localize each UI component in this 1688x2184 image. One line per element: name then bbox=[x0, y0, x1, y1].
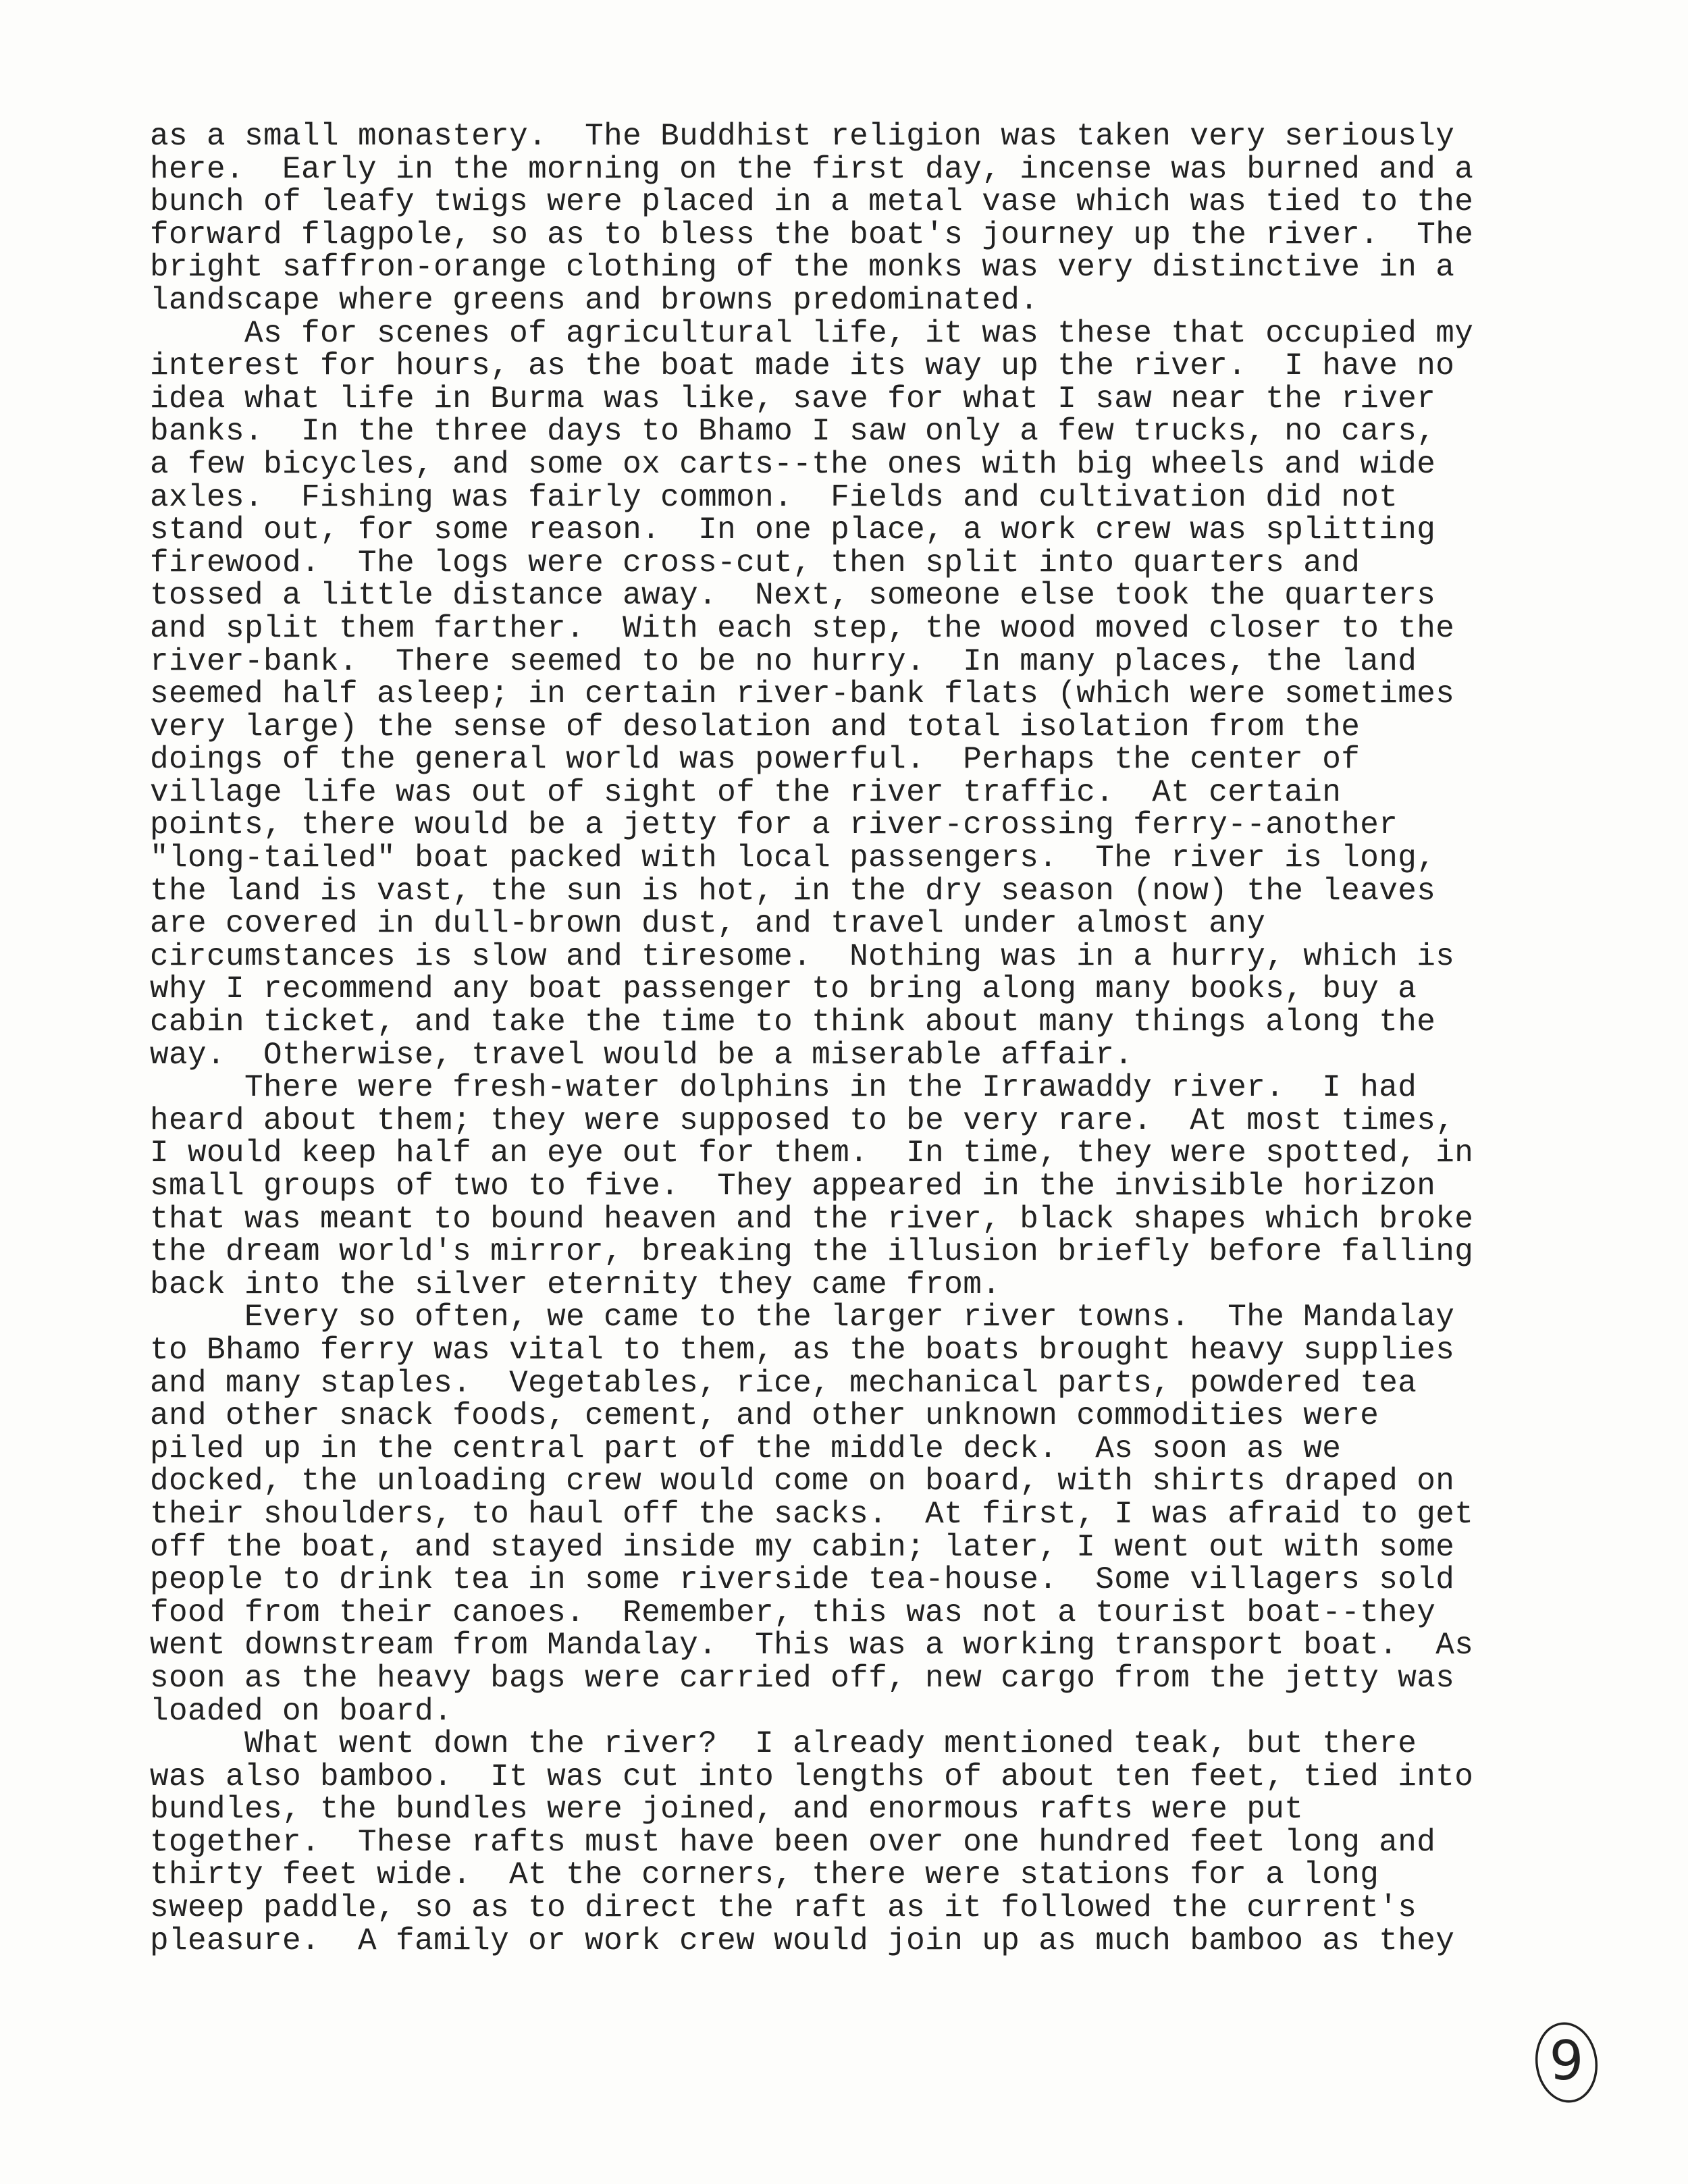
page-number-text: 9 bbox=[1549, 2029, 1584, 2092]
text-line: and many staples. Vegetables, rice, mechanical parts, powdered tea bbox=[150, 1365, 1417, 1401]
text-line: was also bamboo. It was cut into lengths of about ten feet, tied into bbox=[150, 1759, 1474, 1794]
text-line: heard about them; they were supposed to be very rare. At most times, bbox=[150, 1102, 1455, 1138]
text-line: very large) the sense of desolation and total isolation from the bbox=[150, 709, 1361, 745]
text-line: banks. In the three days to Bhamo I saw only a few trucks, no cars, bbox=[150, 414, 1436, 450]
text-line: circumstances is slow and tiresome. Nothing was in a hurry, which is bbox=[150, 938, 1455, 974]
text-line: river-bank. There seemed to be no hurry. In many places, the land bbox=[150, 643, 1417, 679]
text-line: loaded on board. bbox=[150, 1693, 453, 1729]
text-line: why I recommend any boat passenger to bring along many books, buy a bbox=[150, 971, 1417, 1007]
text-line: food from their canoes. Remember, this was not a tourist boat--they bbox=[150, 1595, 1436, 1630]
text-line: There were fresh-water dolphins in the Irrawaddy river. I had bbox=[150, 1070, 1417, 1106]
text-line: docked, the unloading crew would come on board, with shirts draped on bbox=[150, 1464, 1455, 1499]
text-line: way. Otherwise, travel would be a miserable affair. bbox=[150, 1037, 1134, 1073]
text-line: the land is vast, the sun is hot, in the dry season (now) the leaves bbox=[150, 873, 1436, 909]
text-line: and other snack foods, cement, and other unknown commodities were bbox=[150, 1398, 1379, 1434]
text-line: points, there would be a jetty for a river-crossing ferry--another bbox=[150, 807, 1398, 843]
text-line: idea what life in Burma was like, save for what I saw near the river bbox=[150, 381, 1436, 417]
text-line: together. These rafts must have been over one hundred feet long and bbox=[150, 1824, 1436, 1860]
text-line: their shoulders, to haul off the sacks. At first, I was afraid to get bbox=[150, 1496, 1474, 1532]
text-line: as a small monastery. The Buddhist religion was taken very seriously bbox=[150, 119, 1455, 154]
text-line: small groups of two to five. They appeared in the invisible horizon bbox=[150, 1169, 1436, 1204]
text-line: a few bicycles, and some ox carts--the ones with big wheels and wide bbox=[150, 446, 1436, 482]
text-line: As for scenes of agricultural life, it was these that occupied my bbox=[150, 315, 1474, 351]
text-line: the dream world's mirror, breaking the illusion briefly before falling bbox=[150, 1234, 1474, 1270]
text-line: seemed half asleep; in certain river-bank flats (which were sometimes bbox=[150, 676, 1455, 712]
text-line: interest for hours, as the boat made its way up the river. I have no bbox=[150, 348, 1455, 384]
text-line: sweep paddle, so as to direct the raft as it followed the current's bbox=[150, 1890, 1417, 1926]
text-line: village life was out of sight of the river traffic. At certain bbox=[150, 774, 1342, 810]
text-line: Every so often, we came to the larger river towns. The Mandalay bbox=[150, 1300, 1455, 1335]
text-line: stand out, for some reason. In one place, a work crew was splitting bbox=[150, 512, 1436, 548]
text-line: What went down the river? I already mentioned teak, but there bbox=[150, 1726, 1417, 1762]
text-line: went downstream from Mandalay. This was a working transport boat. As bbox=[150, 1628, 1474, 1663]
page-number bbox=[1533, 2019, 1600, 2106]
text-line: bright saffron-orange clothing of the monks was very distinctive in a bbox=[150, 250, 1455, 286]
text-line: are covered in dull-brown dust, and travel under almost any bbox=[150, 906, 1266, 942]
text-line: back into the silver eternity they came from. bbox=[150, 1267, 1001, 1302]
text-line: that was meant to bound heaven and the river, black shapes which broke bbox=[150, 1201, 1474, 1237]
text-line: I would keep half an eye out for them. In time, they were spotted, in bbox=[150, 1136, 1474, 1171]
text-line: landscape where greens and browns predominated. bbox=[150, 282, 1039, 318]
text-line: and split them farther. With each step, the wood moved closer to the bbox=[150, 610, 1455, 646]
text-line: forward flagpole, so as to bless the boat's journey up the river. The bbox=[150, 217, 1474, 252]
text-line: thirty feet wide. At the corners, there were stations for a long bbox=[150, 1857, 1379, 1893]
body-text bbox=[150, 120, 1602, 1957]
text-line: firewood. The logs were cross-cut, then split into quarters and bbox=[150, 545, 1361, 581]
text-line: doings of the general world was powerful. Perhaps the center of bbox=[150, 742, 1361, 778]
text-line: to Bhamo ferry was vital to them, as the boats brought heavy supplies bbox=[150, 1332, 1455, 1368]
text-line: here. Early in the morning on the first day, incense was burned and a bbox=[150, 151, 1474, 187]
text-line: bundles, the bundles were joined, and enormous rafts were put bbox=[150, 1792, 1304, 1828]
text-line: bunch of leafy twigs were placed in a metal vase which was tied to the bbox=[150, 184, 1474, 220]
text-line: "long-tailed" boat packed with local passengers. The river is long, bbox=[150, 841, 1436, 876]
text-line: piled up in the central part of the middle deck. As soon as we bbox=[150, 1431, 1342, 1466]
text-line: people to drink tea in some riverside tea-house. Some villagers sold bbox=[150, 1562, 1455, 1598]
circled-page-number bbox=[1533, 2019, 1600, 2106]
text-line: off the boat, and stayed inside my cabin; later, I went out with some bbox=[150, 1529, 1455, 1565]
text-line: tossed a little distance away. Next, someone else took the quarters bbox=[150, 578, 1436, 614]
text-line: axles. Fishing was fairly common. Fields and cultivation did not bbox=[150, 479, 1398, 515]
text-line: pleasure. A family or work crew would join up as much bamboo as they bbox=[150, 1923, 1455, 1959]
text-line: soon as the heavy bags were carried off, new cargo from the jetty was bbox=[150, 1660, 1455, 1696]
text-line: cabin ticket, and take the time to think about many things along the bbox=[150, 1005, 1436, 1040]
